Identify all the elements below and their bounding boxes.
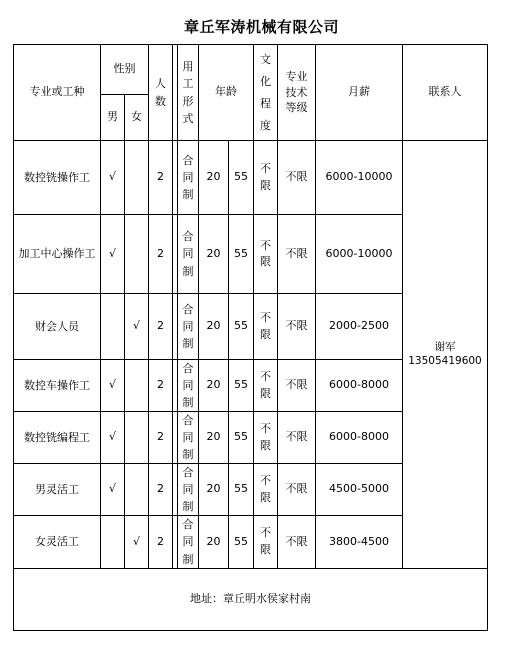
male-check: √: [101, 412, 125, 464]
female-check: [125, 141, 149, 215]
culture-cell: 不限: [254, 141, 278, 215]
male-check: √: [101, 141, 125, 215]
age-max-cell: 55: [229, 215, 254, 294]
employment-cell: 合同制: [178, 294, 199, 360]
header-culture: 文化程度: [254, 45, 278, 141]
header-job: 专业或工种: [14, 45, 101, 141]
job-cell: 财会人员: [14, 294, 101, 360]
salary-cell: 6000-8000: [316, 412, 403, 464]
skill-cell: 不限: [278, 412, 316, 464]
count-cell: 2: [149, 464, 173, 516]
female-check: √: [125, 294, 149, 360]
header-contact: 联系人: [403, 45, 488, 141]
address-row: [14, 568, 488, 630]
contact-name: 谢军: [434, 341, 456, 354]
culture-cell: 不限: [254, 464, 278, 516]
female-check: [125, 464, 149, 516]
female-check: [125, 360, 149, 412]
salary-cell: 6000-10000: [316, 141, 403, 215]
header-age: 年龄: [199, 45, 254, 141]
age-max-cell: 55: [229, 360, 254, 412]
skill-cell: 不限: [278, 215, 316, 294]
job-cell: 数控铣操作工: [14, 141, 101, 215]
age-max-cell: 55: [229, 294, 254, 360]
contact-cell: [403, 141, 488, 569]
address-text: 地址：章丘明水侯家村南: [14, 568, 488, 630]
header-salary: 月薪: [316, 45, 403, 141]
employment-cell: 合同制: [178, 215, 199, 294]
count-cell: 2: [149, 141, 173, 215]
culture-cell: 不限: [254, 516, 278, 568]
count-cell: 2: [149, 215, 173, 294]
job-cell: 加工中心操作工: [14, 215, 101, 294]
header-count: 人数: [149, 45, 173, 141]
culture-cell: 不限: [254, 412, 278, 464]
male-check: √: [101, 360, 125, 412]
salary-cell: 6000-10000: [316, 215, 403, 294]
count-cell: 2: [149, 516, 173, 568]
employment-cell: 合同制: [178, 412, 199, 464]
contact-phone: 13505419600: [408, 355, 482, 368]
company-title: 章丘军涛机械有限公司: [183, 18, 339, 36]
header-male: 男: [101, 95, 125, 141]
age-min-cell: 20: [199, 360, 229, 412]
male-check: √: [101, 464, 125, 516]
job-cell: 数控车操作工: [14, 360, 101, 412]
salary-cell: 3800-4500: [316, 516, 403, 568]
employment-cell: 合同制: [178, 360, 199, 412]
age-max-cell: 55: [229, 464, 254, 516]
culture-cell: 不限: [254, 294, 278, 360]
count-cell: 2: [149, 412, 173, 464]
salary-cell: 6000-8000: [316, 360, 403, 412]
header-skill: 专业技术等级: [278, 45, 316, 141]
age-max-cell: 55: [229, 516, 254, 568]
count-cell: 2: [149, 294, 173, 360]
skill-cell: 不限: [278, 294, 316, 360]
salary-cell: 4500-5000: [316, 464, 403, 516]
age-min-cell: 20: [199, 141, 229, 215]
recruitment-table: [13, 44, 488, 631]
header-gender: 性别: [101, 45, 149, 95]
age-min-cell: 20: [199, 294, 229, 360]
age-max-cell: 55: [229, 141, 254, 215]
table-row: [14, 141, 488, 215]
header-female: 女: [125, 95, 149, 141]
job-cell: 男灵活工: [14, 464, 101, 516]
female-check: √: [125, 516, 149, 568]
male-check: [101, 516, 125, 568]
header-row-1: [14, 45, 488, 95]
skill-cell: 不限: [278, 141, 316, 215]
skill-cell: 不限: [278, 360, 316, 412]
age-min-cell: 20: [199, 464, 229, 516]
age-max-cell: 55: [229, 412, 254, 464]
female-check: [125, 215, 149, 294]
age-min-cell: 20: [199, 412, 229, 464]
employment-cell: 合同制: [178, 141, 199, 215]
skill-cell: 不限: [278, 464, 316, 516]
skill-cell: 不限: [278, 516, 316, 568]
employment-cell: 合同制: [178, 464, 199, 516]
female-check: [125, 412, 149, 464]
age-min-cell: 20: [199, 215, 229, 294]
salary-cell: 2000-2500: [316, 294, 403, 360]
age-min-cell: 20: [199, 516, 229, 568]
job-cell: 女灵活工: [14, 516, 101, 568]
male-check: [101, 294, 125, 360]
male-check: √: [101, 215, 125, 294]
count-cell: 2: [149, 360, 173, 412]
employment-cell: 合同制: [178, 516, 199, 568]
culture-cell: 不限: [254, 215, 278, 294]
culture-cell: 不限: [254, 360, 278, 412]
job-cell: 数控铣编程工: [14, 412, 101, 464]
header-employment: 用工形式: [178, 45, 199, 141]
